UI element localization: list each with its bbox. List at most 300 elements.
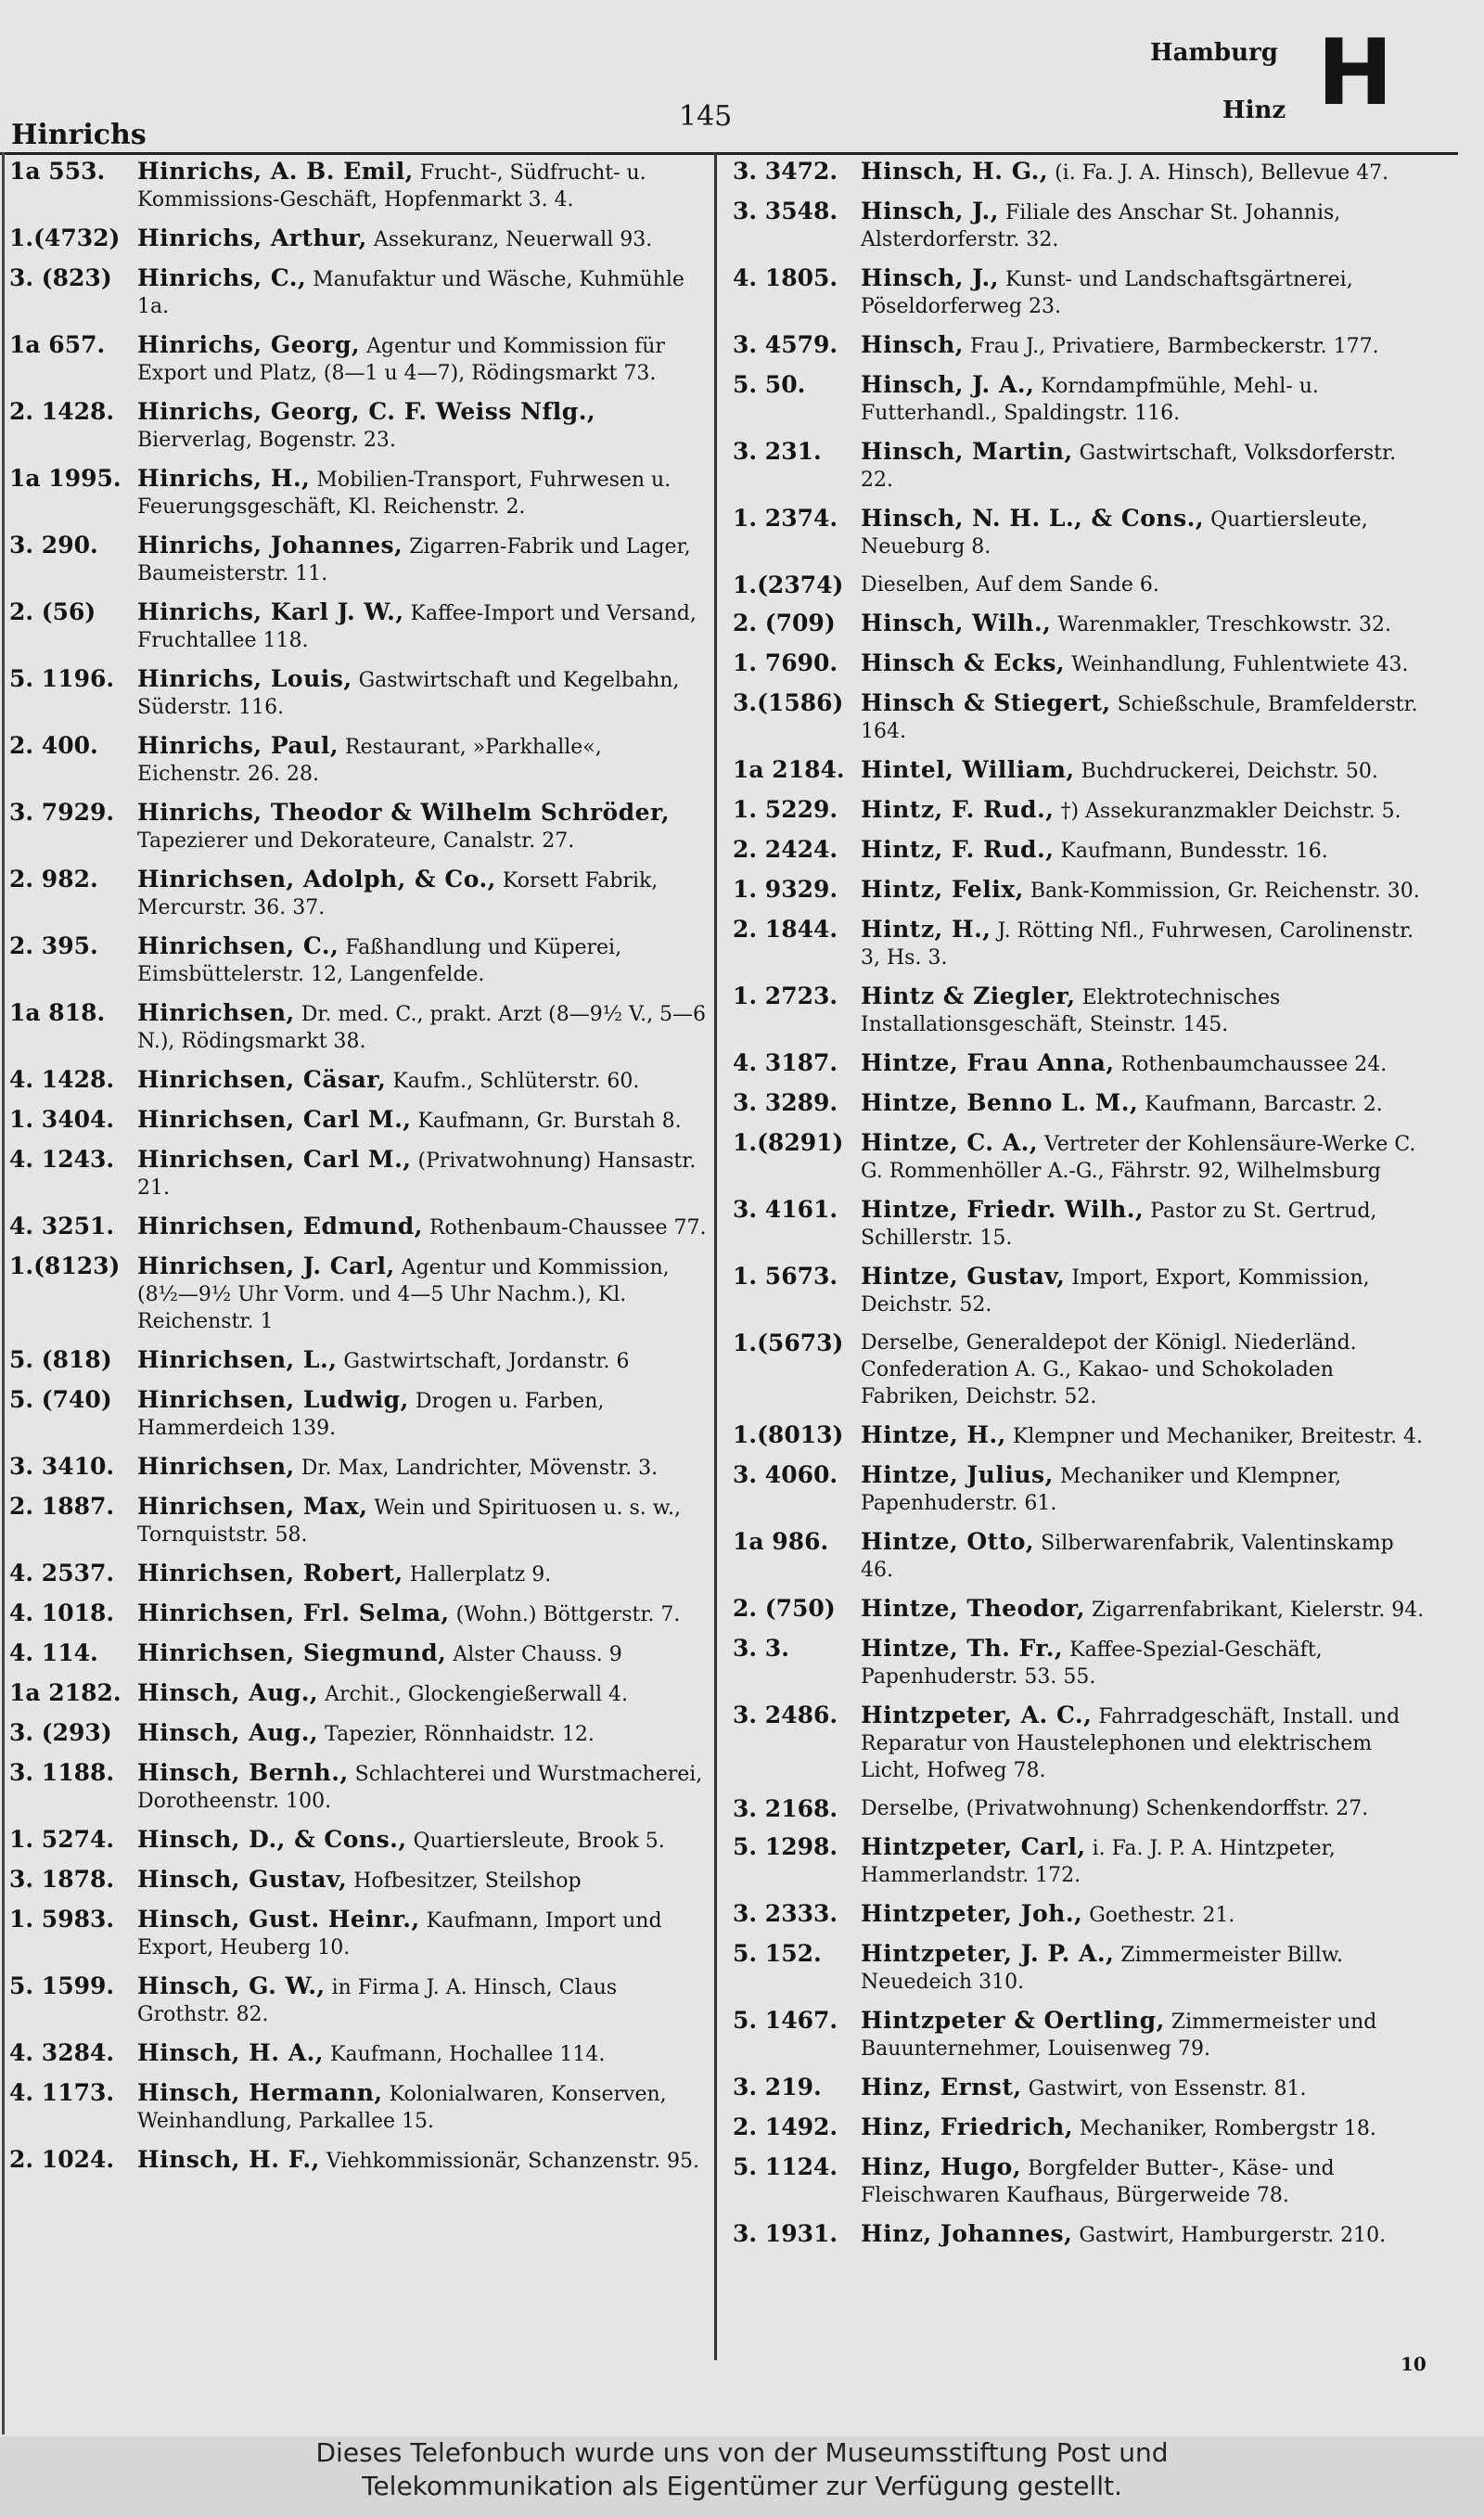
phone-number: 3. 4161. [733, 1196, 838, 1223]
phone-number: 1. 2374. [733, 505, 838, 532]
subscriber-name: Hinrichsen, Cäsar, [137, 1066, 387, 1093]
subscriber-name: Hinrichsen, Carl M., [137, 1106, 412, 1133]
entry-details: Import, Export, Kommission, Deichstr. 52. [861, 1266, 1370, 1317]
directory-entry [733, 572, 1430, 598]
footer-line-1: Dieses Telefonbuch wurde uns von der Museumsstiftung Post und [315, 2437, 1169, 2468]
directory-entry [9, 866, 707, 921]
entry-details: Gastwirt, Hamburgerstr. 210. [1079, 2224, 1387, 2247]
subscriber-name: Hinrichs, C., [137, 264, 307, 291]
directory-entry [9, 225, 707, 253]
directory-entry [733, 649, 1430, 678]
entry-details: Kunst- und Landschaftsgärtnerei, Pöseldorferweg 23. [861, 268, 1353, 318]
subscriber-name: Hinsch, H. F., [137, 2146, 320, 2173]
phone-number: 1. 2723. [733, 983, 838, 1009]
entry-details: Dr. Max, Landrichter, Mövenstr. 3. [301, 1457, 659, 1480]
phone-number: 3. 3548. [733, 198, 838, 225]
entry-details: Kaufmann, Hochallee 114. [330, 2043, 606, 2066]
phone-number: 5. 1124. [733, 2153, 838, 2180]
directory-entry [733, 1702, 1430, 1784]
directory-entry [733, 1049, 1430, 1078]
phone-number: 3. 290. [9, 532, 98, 559]
phone-number: 2. 1844. [733, 916, 838, 943]
subscriber-name: Hinrichs, Arthur, [137, 225, 367, 251]
phone-number: 1.(8013) [733, 1421, 844, 1448]
entry-details: Dieselben, Auf dem Sande 6. [861, 573, 1159, 597]
phone-number: 2. (56) [9, 598, 96, 625]
directory-entry [9, 732, 707, 788]
phone-number: 2. (750) [733, 1595, 836, 1622]
directory-entry [9, 1972, 707, 2028]
phone-number: 1a 2182. [9, 1679, 122, 1706]
entry-details: Bierverlag, Bogenstr. 23. [137, 429, 396, 452]
subscriber-name: Hinsch, H. A., [137, 2039, 325, 2066]
entry-details: Frau J., Privatiere, Barmbeckerstr. 177. [969, 335, 1379, 358]
directory-entry [9, 398, 707, 454]
entry-details: Frucht-, Südfrucht- u. Kommissions-Geschäft, Hopfenmarkt 3. 4. [137, 161, 646, 212]
entry-details: Hallerplatz 9. [409, 1563, 552, 1587]
phone-number: 1. 5229. [733, 796, 838, 823]
entry-details: J. Rötting Nfl., Fuhrwesen, Carolinenstr. 3, Hs. 3. [861, 919, 1414, 970]
directory-entry [9, 1560, 707, 1588]
phone-number: 1a 657. [9, 331, 106, 358]
directory-entry [733, 1461, 1430, 1517]
entry-details: in Firma J. A. Hinsch, Claus Grothstr. 82. [137, 1976, 618, 2026]
directory-entry [733, 1421, 1430, 1450]
entry-details: Elektrotechnisches Installationsgeschäft, Steinstr. 145. [861, 986, 1281, 1036]
footer-line-2: Telekommunikation als Eigentümer zur Verfügung gestellt. [362, 2471, 1122, 2501]
subscriber-name: Hinrichs, A. B. Emil, [137, 158, 414, 185]
entry-details: Zigarrenfabrikant, Kielerstr. 94. [1091, 1599, 1425, 1622]
directory-entry [733, 610, 1430, 638]
subscriber-name: Hinsch, Aug., [137, 1679, 319, 1706]
phone-number: 4. 1243. [9, 1146, 115, 1173]
phone-number: 1.(2374) [733, 572, 844, 598]
phone-number: 3.(1586) [733, 689, 844, 716]
phone-number: 1.(5673) [733, 1330, 844, 1356]
directory-entry [733, 1833, 1430, 1889]
phone-number: 4. 114. [9, 1639, 98, 1666]
entry-details: Derselbe, Generaldepot der Königl. Niederländ. Confederation A. G., Kakao- und Schokoladen Fabriken, Deichstr. 52. [861, 1331, 1357, 1408]
subscriber-name: Hinsch, Martin, [861, 438, 1073, 465]
subscriber-name: Hinrichsen, C., [137, 932, 339, 959]
phone-number: 2. 400. [9, 732, 98, 759]
left-margin-rule [2, 152, 5, 2434]
phone-number: 4. 3187. [733, 1049, 838, 1076]
subscriber-name: Hinsch, Gustav, [137, 1866, 348, 1893]
subscriber-name: Hintz, H., [861, 916, 991, 943]
entry-details: Silberwarenfabrik, Valentinskamp 46. [861, 1532, 1394, 1582]
entry-details: i. Fa. J. P. A. Hintzpeter, Hammerlandstr. 172. [861, 1837, 1336, 1887]
running-head-right: Hinz [1222, 96, 1286, 124]
directory-entry [733, 876, 1430, 905]
subscriber-name: Hinz, Johannes, [861, 2220, 1073, 2247]
subscriber-name: Hinrichsen, J. Carl, [137, 1253, 395, 1279]
entry-details: Alster Chauss. 9 [453, 1643, 622, 1666]
directory-entry [9, 1146, 707, 1201]
phone-number: 5. 50. [733, 371, 806, 398]
directory-entry [733, 371, 1430, 427]
directory-entry [9, 1213, 707, 1241]
entry-details: Mechaniker, Rombergstr 18. [1080, 2117, 1376, 2140]
entry-details: Kaffee-Import und Versand, Fruchtallee 118. [137, 602, 697, 652]
subscriber-name: Hinrichsen, Siegmund, [137, 1639, 447, 1666]
directory-entry [9, 665, 707, 721]
entry-details: Vertreter der Kohlensäure-Werke C. G. Rommenhöller A.-G., Fährstr. 92, Wilhelmsburg [861, 1133, 1416, 1183]
directory-entry [733, 1900, 1430, 1929]
directory-entry [733, 756, 1430, 785]
phone-number: 3. 3. [733, 1635, 789, 1662]
entry-details: Hofbesitzer, Steilshop [353, 1869, 582, 1893]
phone-number: 1a 2184. [733, 756, 845, 783]
directory-entry [9, 1253, 707, 1335]
entry-details: Tapezierer und Dekorateure, Canalstr. 27. [137, 829, 575, 853]
subscriber-name: Hinsch, D., & Cons., [137, 1826, 407, 1853]
entry-details: Kaffee-Spezial-Geschäft, Papenhuderstr. 53. 55. [861, 1638, 1323, 1689]
phone-number: 4. 1173. [9, 2079, 115, 2106]
directory-entry [9, 1386, 707, 1442]
section-letter: H [1317, 20, 1394, 126]
subscriber-name: Hintz, Felix, [861, 876, 1024, 903]
directory-entry [9, 1719, 707, 1748]
phone-number: 3. 2168. [733, 1795, 838, 1822]
running-head-city: Hamburg [1150, 39, 1278, 67]
directory-entry [733, 796, 1430, 825]
subscriber-name: Hintz, F. Rud., [861, 836, 1055, 863]
directory-entry [733, 1528, 1430, 1584]
subscriber-name: Hintel, William, [861, 756, 1075, 783]
subscriber-name: Hintze, Friedr. Wilh., [861, 1196, 1145, 1223]
entry-details: Bank-Kommission, Gr. Reichenstr. 30. [1030, 880, 1420, 903]
directory-entry [9, 1346, 707, 1375]
subscriber-name: Hinrichs, Theodor & Wilhelm Schröder, [137, 799, 671, 826]
directory-entry [9, 1679, 707, 1708]
directory-entry [733, 689, 1430, 745]
directory-entry [733, 1635, 1430, 1690]
subscriber-name: Hintze, Julius, [861, 1461, 1054, 1488]
subscriber-name: Hintzpeter & Oertling, [861, 2007, 1165, 2034]
running-head-left: Hinrichs [11, 119, 147, 151]
subscriber-name: Hinsch, Wilh., [861, 610, 1052, 636]
entry-details: Derselbe, (Privatwohnung) Schenkendorffstr. 27. [861, 1797, 1369, 1820]
subscriber-name: Hintzpeter, J. P. A., [861, 1940, 1115, 1967]
subscriber-name: Hinrichsen, [137, 1453, 295, 1480]
phone-number: 5. 1196. [9, 665, 115, 692]
entry-details: Assekuranz, Neuerwall 93. [373, 228, 653, 251]
directory-entry [733, 505, 1430, 560]
directory-entry [9, 1866, 707, 1895]
directory-entry [733, 1795, 1430, 1822]
entry-details: Schießschule, Bramfelderstr. 164. [861, 693, 1418, 743]
entry-details: Gastwirt, von Essenstr. 81. [1028, 2077, 1307, 2100]
right-column [733, 158, 1430, 2260]
directory-entry [9, 932, 707, 988]
directory-entry [733, 1330, 1430, 1410]
subscriber-name: Hinrichs, Georg, C. F. Weiss Nflg., [137, 398, 596, 425]
entry-details: Zimmermeister Billw. Neuedeich 310. [861, 1944, 1343, 1994]
subscriber-name: Hinsch & Stiegert, [861, 689, 1111, 716]
subscriber-name: Hintze, Frau Anna, [861, 1049, 1115, 1076]
phone-number: 3. 2486. [733, 1702, 838, 1728]
directory-entry [733, 2153, 1430, 2209]
phone-number: 2. 395. [9, 932, 98, 959]
subscriber-name: Hinrichsen, Carl M., [137, 1146, 412, 1173]
directory-entry [733, 438, 1430, 494]
phone-number: 1. 5673. [733, 1263, 838, 1290]
left-column [9, 158, 707, 2186]
subscriber-name: Hinrichs, Karl J. W., [137, 598, 404, 625]
subscriber-name: Hinz, Hugo, [861, 2153, 1022, 2180]
entry-details: Mechaniker und Klempner, Papenhuderstr. 61. [861, 1465, 1342, 1515]
phone-number: 1a 1995. [9, 465, 122, 492]
entry-details: Mobilien-Transport, Fuhrwesen u. Feuerungsgeschäft, Kl. Reichenstr. 2. [137, 469, 672, 519]
subscriber-name: Hinsch, J., [861, 264, 999, 291]
entry-details: †) Assekuranzmakler Deichstr. 5. [1060, 800, 1401, 823]
subscriber-name: Hinrichsen, Max, [137, 1493, 368, 1520]
directory-entry [9, 1106, 707, 1135]
subscriber-name: Hinrichsen, Edmund, [137, 1213, 423, 1240]
phone-number: 2. 1428. [9, 398, 115, 425]
entry-details: Gastwirtschaft, Volksdorferstr. 22. [861, 442, 1397, 492]
subscriber-name: Hinsch, Aug., [137, 1719, 319, 1746]
subscriber-name: Hinsch, G. W., [137, 1972, 326, 1999]
phone-number: 1. 5983. [9, 1906, 115, 1933]
corner-mark: 10 [1401, 2353, 1426, 2375]
phone-number: 2. 982. [9, 866, 98, 893]
phone-number: 5. 152. [733, 1940, 822, 1967]
directory-entry [733, 1595, 1430, 1624]
phone-number: 1. 9329. [733, 876, 838, 903]
subscriber-name: Hinsch, Bernh., [137, 1759, 349, 1786]
subscriber-name: Hinrichs, H., [137, 465, 311, 492]
entry-details: Kaufmann, Bundesstr. 16. [1060, 840, 1328, 863]
subscriber-name: Hinsch, H. G., [861, 158, 1049, 185]
phone-number: 3. 3410. [9, 1453, 115, 1480]
phone-number: 3. (823) [9, 264, 112, 291]
directory-entry [9, 1826, 707, 1855]
entry-details: Weinhandlung, Fuhlentwiete 43. [1071, 653, 1409, 676]
entry-details: Quartiersleute, Brook 5. [413, 1830, 665, 1853]
phone-number: 1.(4732) [9, 225, 121, 251]
directory-entry [9, 598, 707, 654]
subscriber-name: Hintze, Theodor, [861, 1595, 1085, 1622]
subscriber-name: Hinrichs, Paul, [137, 732, 339, 759]
directory-entry [9, 532, 707, 587]
directory-entry [733, 2074, 1430, 2102]
subscriber-name: Hintzpeter, A. C., [861, 1702, 1093, 1728]
directory-entry [9, 1599, 707, 1628]
entry-details: Kolonialwaren, Konserven, Weinhandlung, Parkallee 15. [137, 2083, 667, 2133]
phone-number: 3. 219. [733, 2074, 822, 2100]
entry-details: Zimmermeister und Bauunternehmer, Louisenweg 79. [861, 2011, 1377, 2061]
entry-details: Zigarren-Fabrik und Lager, Baumeisterstr. 11. [137, 535, 691, 585]
entry-details: Goethestr. 21. [1089, 1904, 1235, 1927]
subscriber-name: Hinrichs, Louis, [137, 665, 352, 692]
phone-number: 4. 1428. [9, 1066, 115, 1093]
subscriber-name: Hinsch, Gust. Heinr., [137, 1906, 420, 1933]
entry-details: Warenmakler, Treschkowstr. 32. [1057, 613, 1391, 636]
subscriber-name: Hinsch, J. A., [861, 371, 1035, 398]
directory-entry [9, 331, 707, 387]
directory-entry [9, 999, 707, 1055]
subscriber-name: Hintze, H., [861, 1421, 1006, 1448]
entry-details: Drogen u. Farben, Hammerdeich 139. [137, 1390, 605, 1440]
phone-number: 1. 5274. [9, 1826, 115, 1853]
phone-number: 3. 4060. [733, 1461, 838, 1488]
subscriber-name: Hintze, C. A., [861, 1129, 1039, 1156]
directory-entry [733, 2220, 1430, 2249]
entry-details: Korsett Fabrik, Mercurstr. 36. 37. [137, 869, 659, 919]
subscriber-name: Hintze, Benno L. M., [861, 1089, 1139, 1116]
phone-number: 2. 1024. [9, 2146, 115, 2173]
subscriber-name: Hinsch & Ecks, [861, 649, 1066, 676]
subscriber-name: Hintze, Otto, [861, 1528, 1035, 1555]
phone-number: 2. 1492. [733, 2113, 838, 2140]
phone-number: 1. 3404. [9, 1106, 115, 1133]
phone-number: 1.(8291) [733, 1129, 844, 1156]
phone-number: 4. 1018. [9, 1599, 115, 1626]
subscriber-name: Hinrichsen, Adolph, & Co., [137, 866, 496, 893]
entry-details: Agentur und Kommission, (8½—9½ Uhr Vorm. und 4—5 Uhr Nachm.), Kl. Reichenstr. 1 [137, 1256, 670, 1333]
entry-details: Archit., Glockengießerwall 4. [325, 1683, 628, 1706]
directory-entry [9, 2039, 707, 2068]
subscriber-name: Hinz, Ernst, [861, 2074, 1022, 2100]
entry-details: Agentur und Kommission für Export und Platz, (8—1 u 4—7), Rödingsmarkt 73. [137, 335, 665, 385]
entry-details: Tapezier, Rönnhaidstr. 12. [325, 1723, 595, 1746]
entry-details: Kaufmann, Barcastr. 2. [1145, 1093, 1383, 1116]
phone-number: 3. 3289. [733, 1089, 838, 1116]
subscriber-name: Hinrichsen, Ludwig, [137, 1386, 409, 1413]
phone-number: 2. 1887. [9, 1493, 115, 1520]
column-divider [714, 152, 717, 2360]
phone-number: 3. 7929. [9, 799, 115, 826]
page-number: 145 [679, 100, 733, 133]
directory-entry [9, 2146, 707, 2175]
phone-number: 4. 3284. [9, 2039, 115, 2066]
phone-number: 5. (818) [9, 1346, 112, 1373]
directory-entry [9, 1759, 707, 1815]
phone-number: 5. 1599. [9, 1972, 115, 1999]
phone-number: 1.(8123) [9, 1253, 121, 1279]
entry-details: Korndampfmühle, Mehl- u. Futterhandl., Spaldingstr. 116. [861, 375, 1319, 425]
phone-number: 3. 231. [733, 438, 822, 465]
phone-number: 3. 3472. [733, 158, 838, 185]
entry-details: Rothenbaum-Chaussee 77. [429, 1216, 707, 1240]
directory-entry [733, 836, 1430, 865]
subscriber-name: Hintz & Ziegler, [861, 983, 1076, 1009]
header-rule [0, 152, 1458, 155]
subscriber-name: Hintze, Th. Fr., [861, 1635, 1064, 1662]
directory-entry [733, 1940, 1430, 1996]
directory-entry [733, 916, 1430, 971]
subscriber-name: Hinrichsen, [137, 999, 295, 1026]
phone-number: 4. 3251. [9, 1213, 115, 1240]
subscriber-name: Hinrichsen, Robert, [137, 1560, 403, 1587]
directory-entry [9, 1493, 707, 1548]
entry-details: Schlachterei und Wurstmacherei, Dorotheenstr. 100. [137, 1763, 703, 1813]
phone-number: 5. 1467. [733, 2007, 838, 2034]
directory-entry [9, 1906, 707, 1961]
subscriber-name: Hinsch, J., [861, 198, 999, 225]
footer-credit [0, 2436, 1484, 2518]
subscriber-name: Hintze, Gustav, [861, 1263, 1066, 1290]
entry-details: Kaufmann, Import und Export, Heuberg 10. [137, 1909, 662, 1959]
phone-number: 3. 1878. [9, 1866, 115, 1893]
entry-details: Klempner und Mechaniker, Breitestr. 4. [1012, 1425, 1424, 1448]
entry-details: (Privatwohnung) Hansastr. 21. [137, 1150, 697, 1200]
phone-number: 3. 4579. [733, 331, 838, 358]
entry-details: Fahrradgeschäft, Install. und Reparatur von Haustelephonen und elektrischem Licht, Hofweg 78. [861, 1705, 1401, 1782]
directory-entry [733, 158, 1430, 186]
entry-details: Kaufm., Schlüterstr. 60. [392, 1070, 640, 1093]
phone-number: 4. 2537. [9, 1560, 115, 1587]
phone-number: 4. 1805. [733, 264, 838, 291]
entry-details: Dr. med. C., prakt. Arzt (8—9½ V., 5—6 N.), Rödingsmarkt 38. [137, 1003, 707, 1053]
subscriber-name: Hinsch, Hermann, [137, 2079, 383, 2106]
phone-number: 2. (709) [733, 610, 836, 636]
directory-entry [9, 1453, 707, 1482]
entry-details: Gastwirtschaft und Kegelbahn, Süderstr. 116. [137, 669, 680, 719]
subscriber-name: Hintz, F. Rud., [861, 796, 1055, 823]
entry-details: (i. Fa. J. A. Hinsch), Bellevue 47. [1055, 161, 1389, 185]
subscriber-name: Hinrichsen, Frl. Selma, [137, 1599, 450, 1626]
directory-entry [9, 264, 707, 320]
directory-entry [733, 2113, 1430, 2142]
phone-number: 3. 2333. [733, 1900, 838, 1927]
entry-details: Rothenbaumchaussee 24. [1120, 1053, 1388, 1076]
directory-entry [9, 1639, 707, 1668]
entry-details: Quartiersleute, Neueburg 8. [861, 508, 1368, 559]
entry-details: Kaufmann, Gr. Burstah 8. [417, 1110, 682, 1133]
entry-details: (Wohn.) Böttgerstr. 7. [455, 1603, 681, 1626]
phone-number: 3. 1188. [9, 1759, 115, 1786]
phone-number: 5. 1298. [733, 1833, 838, 1860]
subscriber-name: Hinrichs, Johannes, [137, 532, 403, 559]
entry-details: Buchdruckerei, Deichstr. 50. [1081, 760, 1378, 783]
subscriber-name: Hintzpeter, Joh., [861, 1900, 1083, 1927]
directory-entry [733, 331, 1430, 360]
entry-details: Borgfelder Butter-, Käse- und Fleischwaren Kaufhaus, Bürgerweide 78. [861, 2157, 1335, 2207]
subscriber-name: Hinz, Friedrich, [861, 2113, 1074, 2140]
directory-entry [9, 465, 707, 520]
directory-entry [9, 158, 707, 213]
phone-number: 1a 553. [9, 158, 106, 185]
directory-entry [733, 1129, 1430, 1185]
directory-entry [733, 1089, 1430, 1118]
phone-number: 3. 1931. [733, 2220, 838, 2247]
directory-entry [9, 2079, 707, 2135]
directory-entry [733, 1263, 1430, 1318]
entry-details: Filiale des Anschar St. Johannis, Alsterdorferstr. 32. [861, 201, 1341, 251]
directory-entry [9, 799, 707, 854]
directory-entry [733, 1196, 1430, 1252]
phone-number: 1. 7690. [733, 649, 838, 676]
phone-number: 3. (293) [9, 1719, 112, 1746]
phone-number: 1a 986. [733, 1528, 829, 1555]
entry-details: Restaurant, »Parkhalle«, Eichenstr. 26. 28. [137, 736, 602, 786]
directory-entry [733, 198, 1430, 253]
entry-details: Wein und Spirituosen u. s. w., Tornquiststr. 58. [137, 1497, 681, 1547]
directory-entry [9, 1066, 707, 1095]
phone-number: 5. (740) [9, 1386, 112, 1413]
entry-details: Viehkommissionär, Schanzenstr. 95. [326, 2150, 699, 2173]
entry-details: Manufaktur und Wäsche, Kuhmühle 1a. [137, 268, 684, 318]
entry-details: Gastwirtschaft, Jordanstr. 6 [343, 1350, 630, 1373]
subscriber-name: Hinrichsen, L., [137, 1346, 338, 1373]
subscriber-name: Hinrichs, Georg, [137, 331, 361, 358]
directory-entry [733, 264, 1430, 320]
phone-number: 2. 2424. [733, 836, 838, 863]
phone-number: 1a 818. [9, 999, 106, 1026]
